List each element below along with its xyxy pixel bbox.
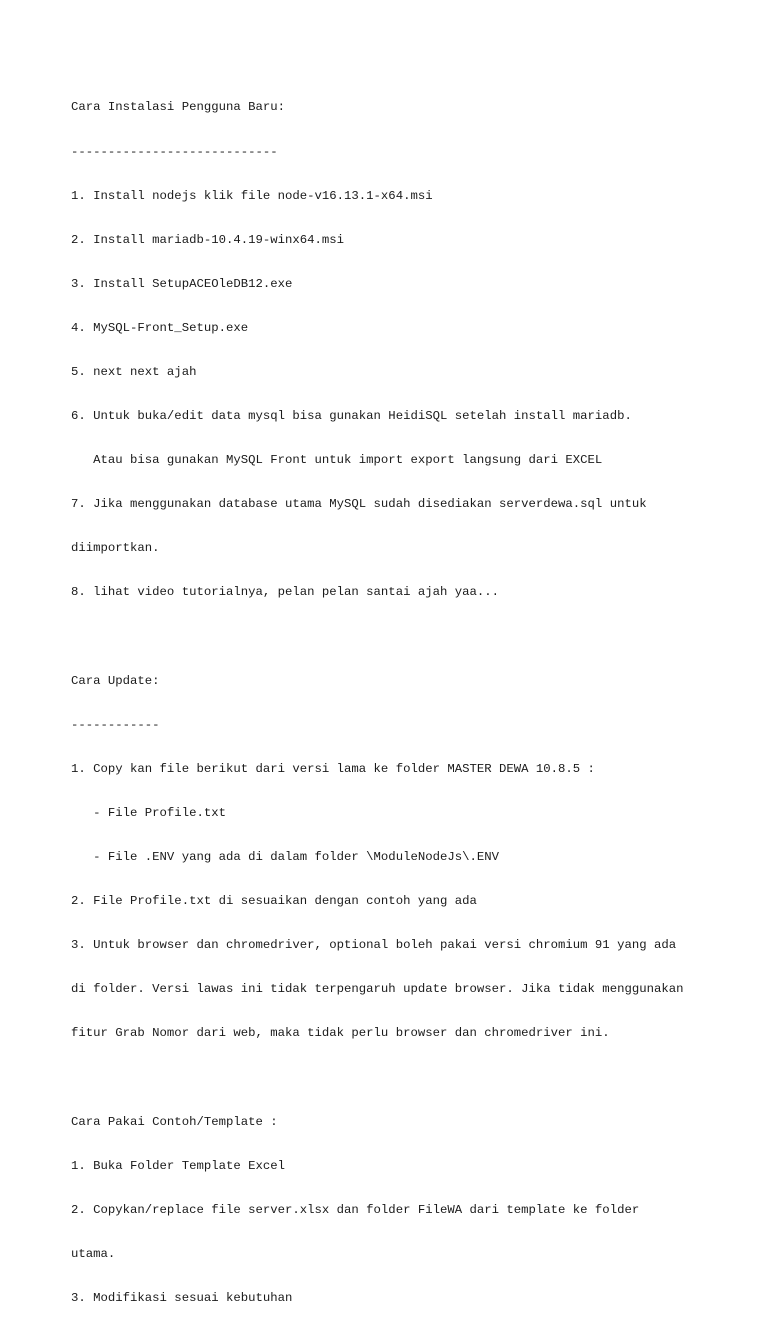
text-line: utama. [71, 1246, 116, 1261]
divider-line: ------------ [71, 717, 160, 732]
text-line: 2. File Profile.txt di sesuaikan dengan contoh yang ada [71, 894, 477, 909]
text-line: fitur Grab Nomor dari web, maka tidak perlu browser dan chromedriver ini. [71, 1026, 610, 1041]
blank-line [71, 1070, 731, 1085]
text-line: di folder. Versi lawas ini tidak terpengaruh update browser. Jika tidak menggunakan [71, 982, 684, 997]
text-line: diimportkan. [71, 541, 160, 556]
text-line: 2. Install mariadb-10.4.19-winx64.msi [71, 232, 345, 247]
text-line: - File .ENV yang ada di dalam folder \ModuleNodeJs\.ENV [71, 850, 500, 864]
document-text [71, 71, 731, 1335]
text-line: 4. MySQL-Front_Setup.exe [71, 320, 249, 335]
text-line: 7. Jika menggunakan database utama MySQL sudah disediakan serverdewa.sql untuk [71, 497, 647, 512]
divider-line: ---------------------------- [71, 144, 278, 159]
section-title-update: Cara Update: [71, 673, 160, 688]
text-line: 2. Copykan/replace file server.xlsx dan folder FileWA dari template ke folder [71, 1202, 640, 1217]
text-line: 5. next next ajah [71, 364, 197, 379]
text-line: 3. Untuk browser dan chromedriver, optional boleh pakai versi chromium 91 yang ada [71, 938, 677, 953]
blank-line [71, 630, 731, 645]
text-line: 3. Modifikasi sesuai kebutuhan [71, 1290, 293, 1305]
text-line: 8. lihat video tutorialnya, pelan pelan santai ajah yaa... [71, 585, 500, 600]
text-line: 1. Install nodejs klik file node-v16.13.1-x64.msi [71, 188, 433, 203]
text-line: - File Profile.txt [71, 805, 226, 820]
section-title-install: Cara Instalasi Pengguna Baru: [71, 100, 286, 115]
text-line: 6. Untuk buka/edit data mysql bisa gunakan HeidiSQL setelah install mariadb. [71, 409, 632, 424]
section-title-template: Cara Pakai Contoh/Template : [71, 1114, 278, 1129]
text-line: Atau bisa gunakan MySQL Front untuk import export langsung dari EXCEL [71, 453, 603, 468]
text-line: 1. Buka Folder Template Excel [71, 1158, 286, 1173]
text-line: 3. Install SetupACEOleDB12.exe [71, 276, 293, 291]
text-line: 1. Copy kan file berikut dari versi lama ke folder MASTER DEWA 10.8.5 : [71, 761, 595, 776]
